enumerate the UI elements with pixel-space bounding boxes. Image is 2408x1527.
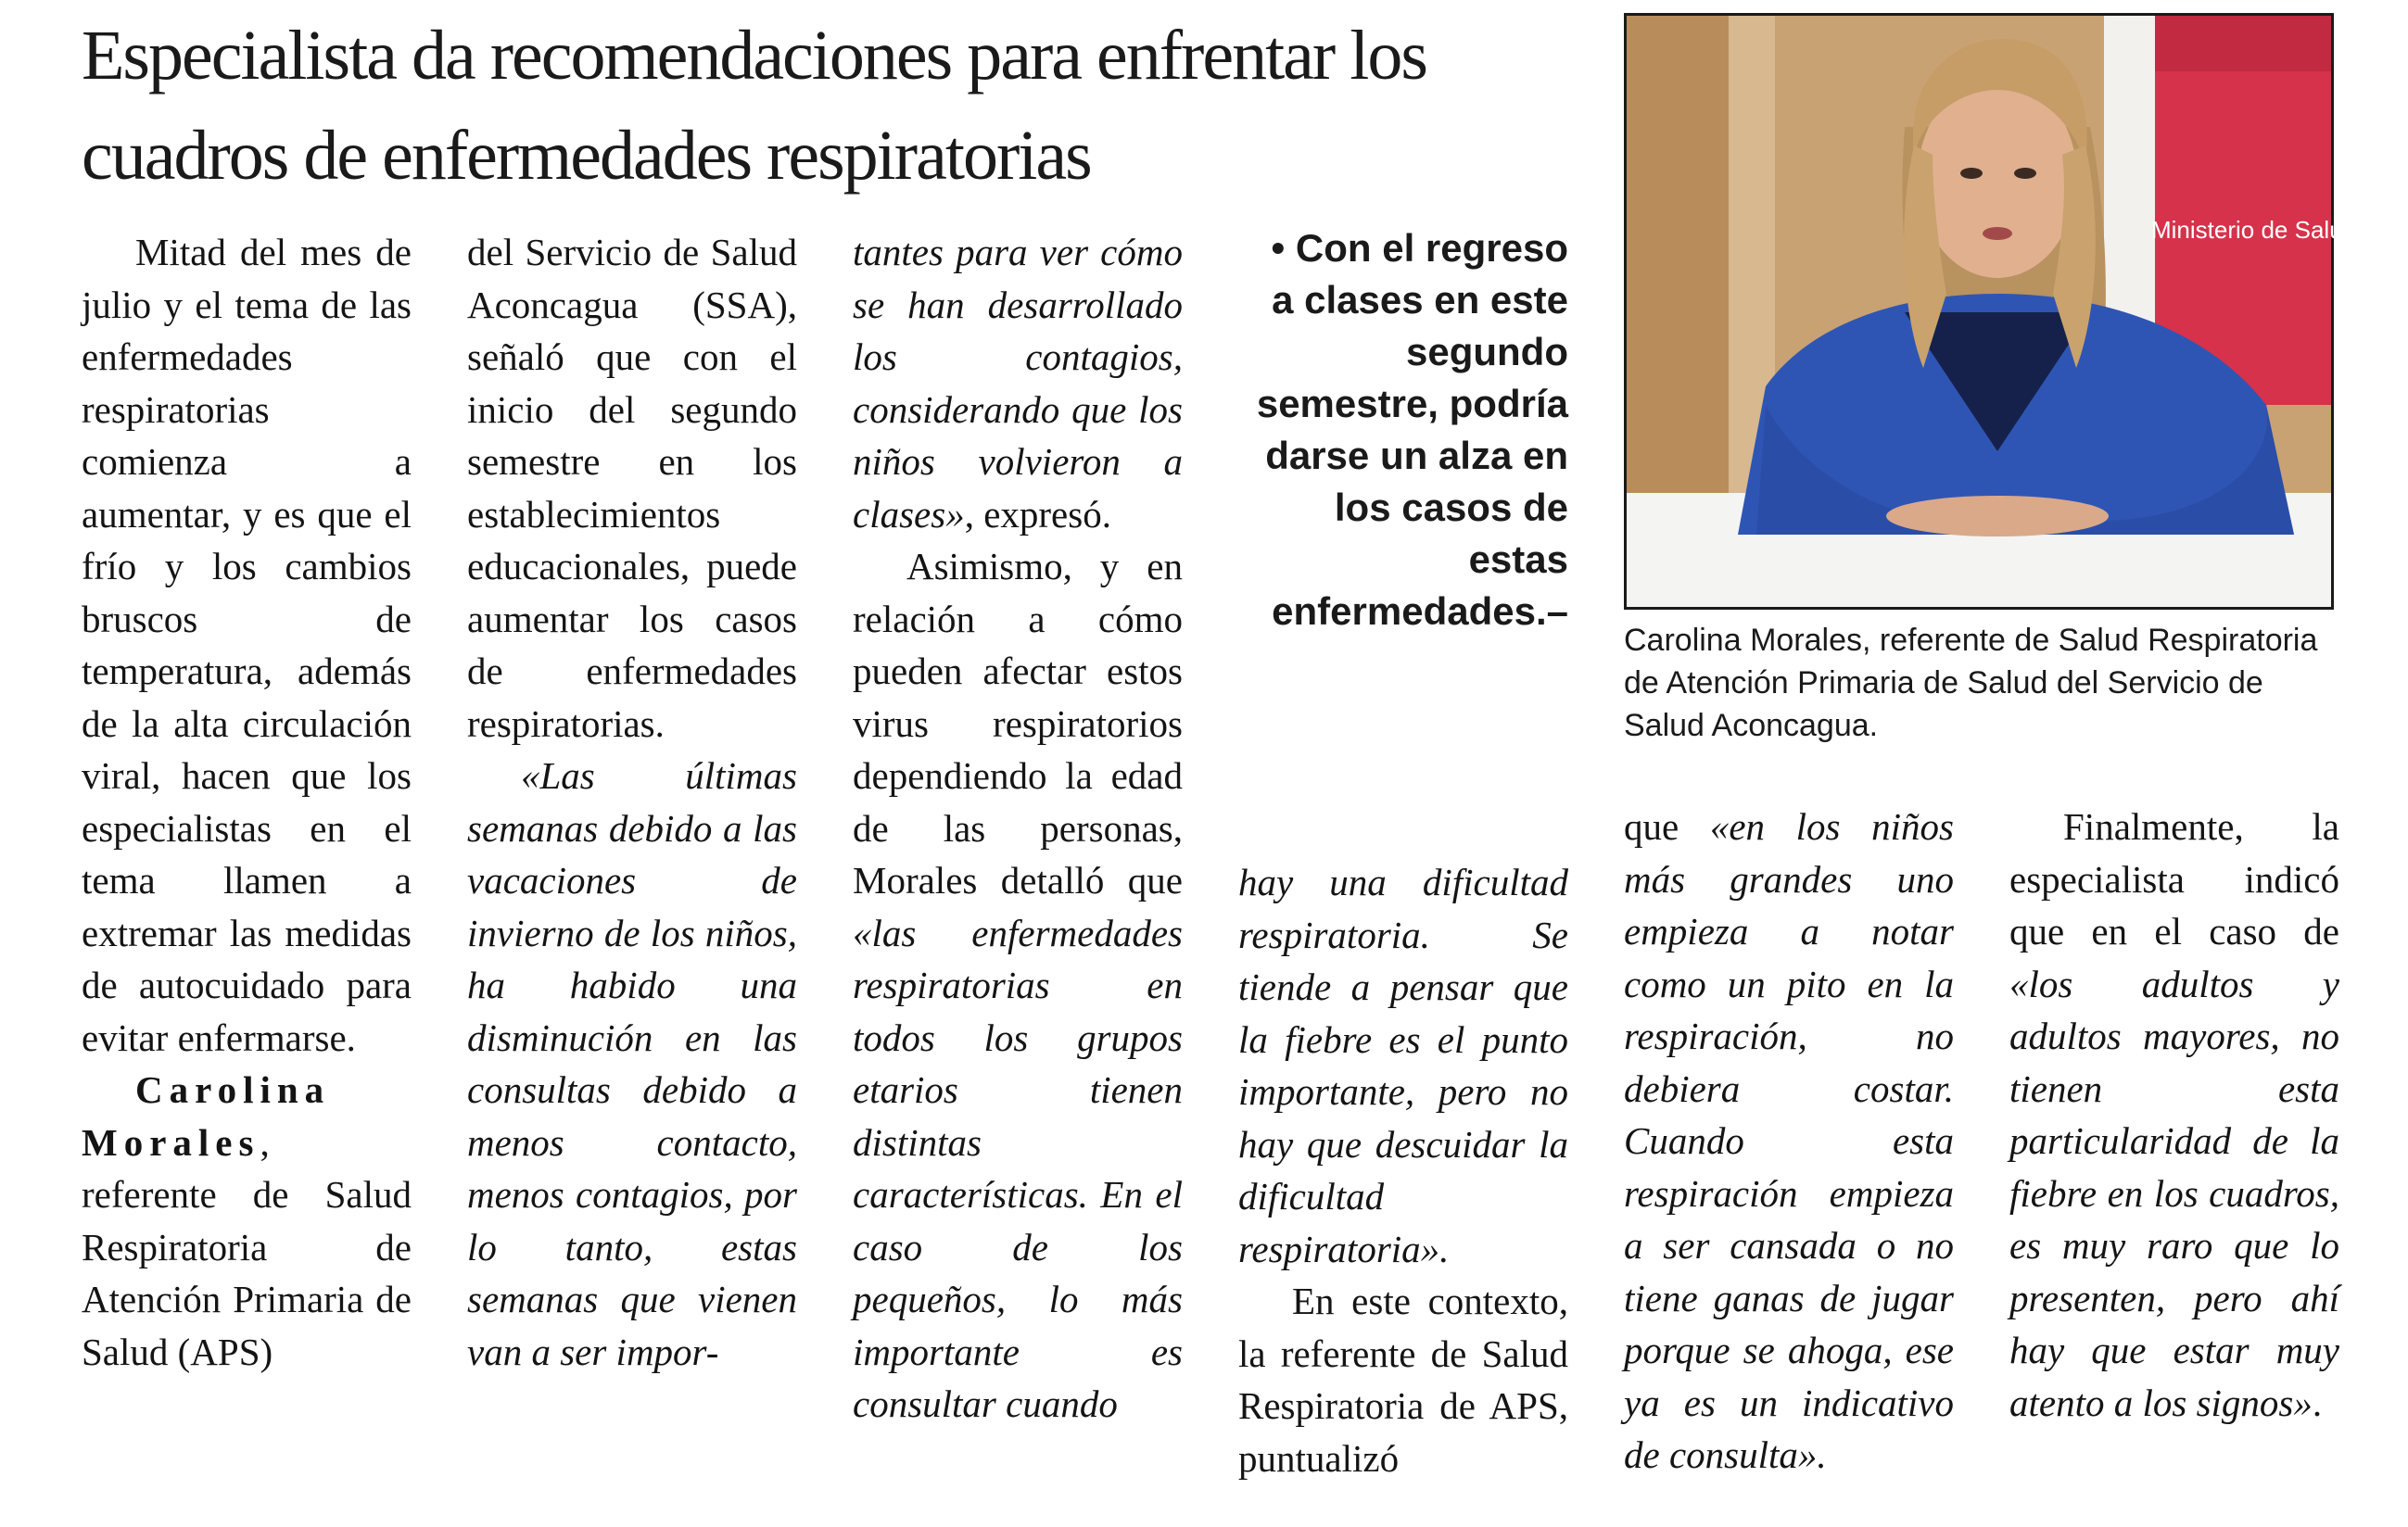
paragraph-morales — [82, 1064, 412, 1378]
quote-paragraph — [467, 750, 797, 1378]
pull-quote: • Con el regreso a clases en este segundo semestre, podría darse un alza en los casos de estas enfermedades.– — [1256, 226, 1568, 633]
paragraph-servicio: del Servicio de Salud Aconcagua (SSA), señaló que con el inicio del segundo semestre en los establecimientos educacionales, puede aumentar los casos de enfermedades respiratorias. — [467, 231, 797, 745]
text-run: , referente de Salud Respiratoria de Atención Primaria de Salud (APS) — [82, 1120, 412, 1373]
headline: Especialista da recomendaciones para enfrentar los cuadros de enfermedades respiratorias — [82, 17, 1426, 195]
quote-text: «las enfermedades respiratorias en todos los grupos etarios tienen distintas características. En el caso de los pequeños, lo más importante es consultar cuando — [853, 911, 1183, 1425]
sign-text: Ministerio de Salud — [2151, 216, 2357, 244]
column-6 — [2009, 801, 2339, 1429]
paragraph-finalmente — [2009, 801, 2339, 1429]
text-run: . — [2312, 1381, 2323, 1424]
quote-text: «Las últimas semanas debido a las vacaciones de invierno de los niños, ha habido una disminución en las consultas debido a menos contacto, menos contagios, por lo tanto, estas semanas que vienen van a ser impor- — [467, 754, 797, 1373]
quote-continuation — [853, 226, 1183, 540]
paragraph-contexto: En este contexto, la referente de Salud Respiratoria de APS, puntualizó — [1238, 1280, 1568, 1480]
person-name: Carolina Morales — [82, 1068, 331, 1164]
column-4 — [1238, 856, 1568, 1484]
quote-text: «en los niños más grandes uno empieza a notar como un pito en la respiración, no debiera costar. Cuando esta respiración empieza a ser cansada o no tiene ganas de jugar porque se ahoga, ese ya es un indicativo de consulta». — [1624, 805, 1954, 1476]
column-1 — [82, 226, 412, 1378]
caption-text: Carolina Morales, referente de Salud Respiratoria de Atención Primaria de Salud del Servicio de Salud Aconcagua. — [1624, 623, 2318, 743]
quote-text: «los adultos y adultos mayores, no tienen esta particularidad de la fiebre en los cuadros, es muy raro que lo presenten, pero ahí hay que estar muy atento a los signos» — [2009, 962, 2339, 1424]
text-run: Asimismo, y en relación a cómo pueden afectar estos virus respiratorios dependiendo la edad de las personas, Morales detalló que — [853, 545, 1183, 902]
paragraph-asimismo — [853, 540, 1183, 1431]
column-3 — [853, 226, 1183, 1431]
photo-carolina-morales — [1624, 13, 2357, 610]
photo-illustration — [1627, 16, 2357, 607]
quote-text: hay una dificultad respiratoria. Se tiende a pensar que la fiebre es el punto importante, pero no hay que descuidar la dificultad respiratoria». — [1238, 861, 1568, 1270]
column-5 — [1624, 801, 1954, 1482]
photo-caption — [1624, 619, 2339, 747]
text-run: que — [1624, 805, 1710, 848]
column-2 — [467, 226, 797, 1378]
paragraph-intro: Mitad del mes de julio y el tema de las enfermedades respiratorias comienza a aumentar, y es que el frío y los cambios bruscos de temperatura, además de la alta circulación viral, hacen que los especialistas en el tema llamen a extremar las medidas de autocuidado para evitar enfermarse. — [82, 231, 412, 1059]
text-run: Finalmente, la especialista indicó que en el caso de — [2009, 805, 2339, 953]
text-run: , expresó. — [964, 492, 1111, 536]
quote-text: tantes para ver cómo se han desarrollado los contagios, considerando que los niños volvieron a clases» — [853, 231, 1183, 536]
quote-continuation — [1238, 856, 1568, 1275]
quote-paragraph — [1624, 801, 1954, 1482]
